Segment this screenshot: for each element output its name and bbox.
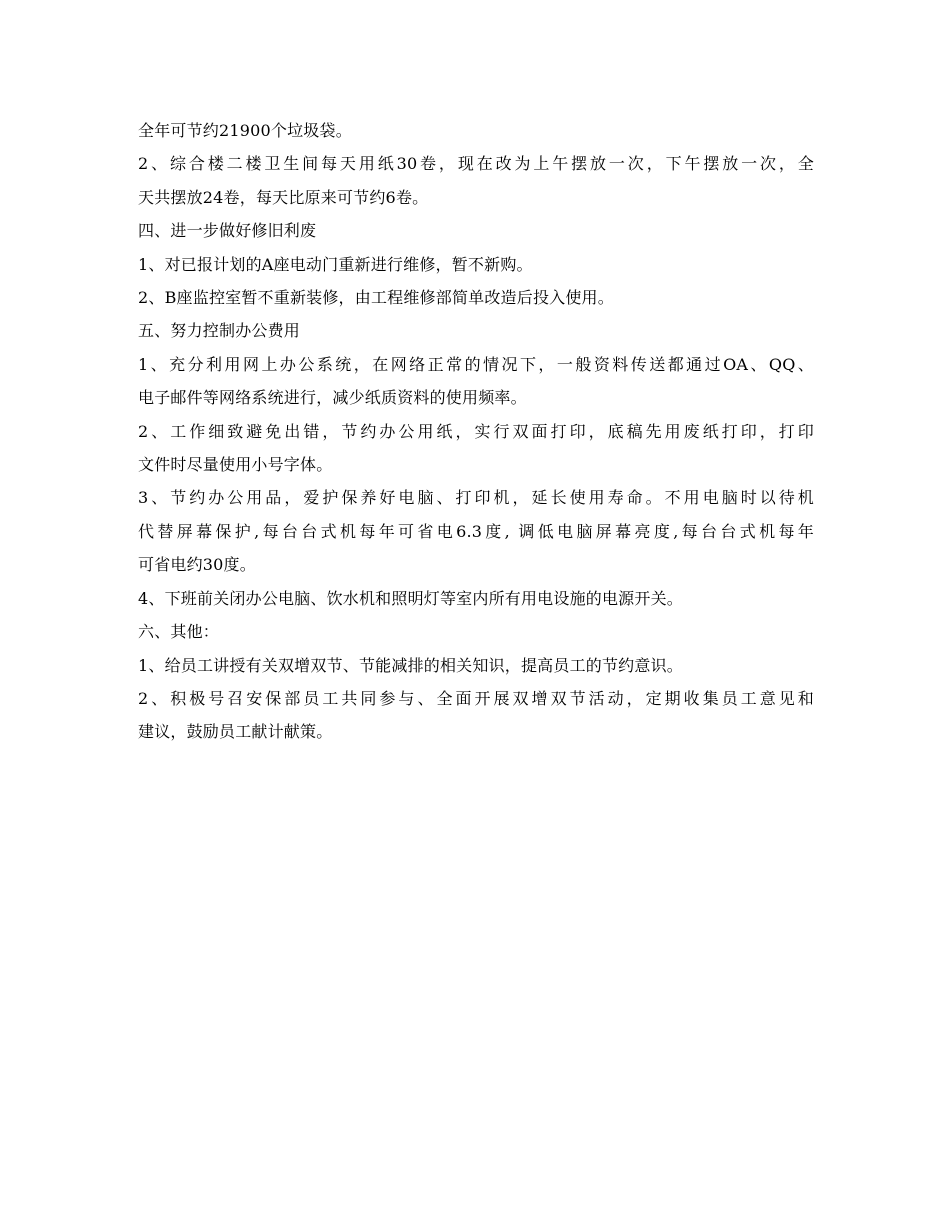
section-heading: 四、进一步做好修旧利废	[138, 221, 317, 241]
paragraph-paper-saving	[138, 415, 814, 482]
paragraph-line: 代替屏幕保护,每台台式机每年可省电6.3度, 调低电脑屏幕亮度,每台台式机每年	[138, 521, 814, 541]
paragraph-line: 天共摆放24卷，每天比原来可节约6卷。	[138, 187, 429, 207]
paragraph-line: 2、综合楼二楼卫生间每天用纸30卷，现在改为上午摆放一次，下午摆放一次，全	[138, 154, 814, 174]
paragraph-online-office	[138, 348, 814, 415]
paragraph-line: 电子邮件等网络系统进行，减少纸质资料的使用频率。	[138, 388, 527, 408]
paragraph-line: 2、工作细致避免出错，节约办公用纸，实行双面打印，底稿先用废纸打印，打印	[138, 421, 814, 441]
paragraph-line: 2、积极号召安保部员工共同参与、全面开展双增双节活动，定期收集员工意见和	[138, 688, 814, 708]
list-item: 1、给员工讲授有关双增双节、节能减排的相关知识，提高员工的节约意识。	[138, 655, 683, 675]
paragraph-line: 1、充分利用网上办公系统，在网络正常的情况下，一般资料传送都通过OA、QQ、	[138, 354, 814, 374]
paragraph-line: 3、节约办公用品，爱护保养好电脑、打印机，延长使用寿命。不用电脑时以待机	[138, 488, 814, 508]
paragraph-line: 建议，鼓励员工献计献策。	[138, 722, 333, 742]
paragraph-participation	[138, 682, 814, 749]
list-item: 4、下班前关闭办公电脑、饮水机和照明灯等室内所有用电设施的电源开关。	[138, 588, 683, 608]
list-item: 1、对已报计划的A座电动门重新进行维修，暂不新购。	[138, 254, 533, 274]
list-item: 2、B座监控室暂不重新装修，由工程维修部简单改造后投入使用。	[138, 288, 614, 308]
section-heading: 五、努力控制办公费用	[138, 321, 301, 341]
paragraph-line: 文件时尽量使用小号字体。	[138, 455, 333, 475]
section-heading: 六、其他：	[138, 622, 220, 642]
paragraph-line: 全年可节约21900个垃圾袋。	[138, 121, 352, 140]
paragraph-toilet-paper	[138, 147, 814, 214]
paragraph-line: 可省电约30度。	[138, 555, 256, 575]
document-body	[138, 114, 814, 749]
paragraph-office-supplies	[138, 481, 814, 581]
